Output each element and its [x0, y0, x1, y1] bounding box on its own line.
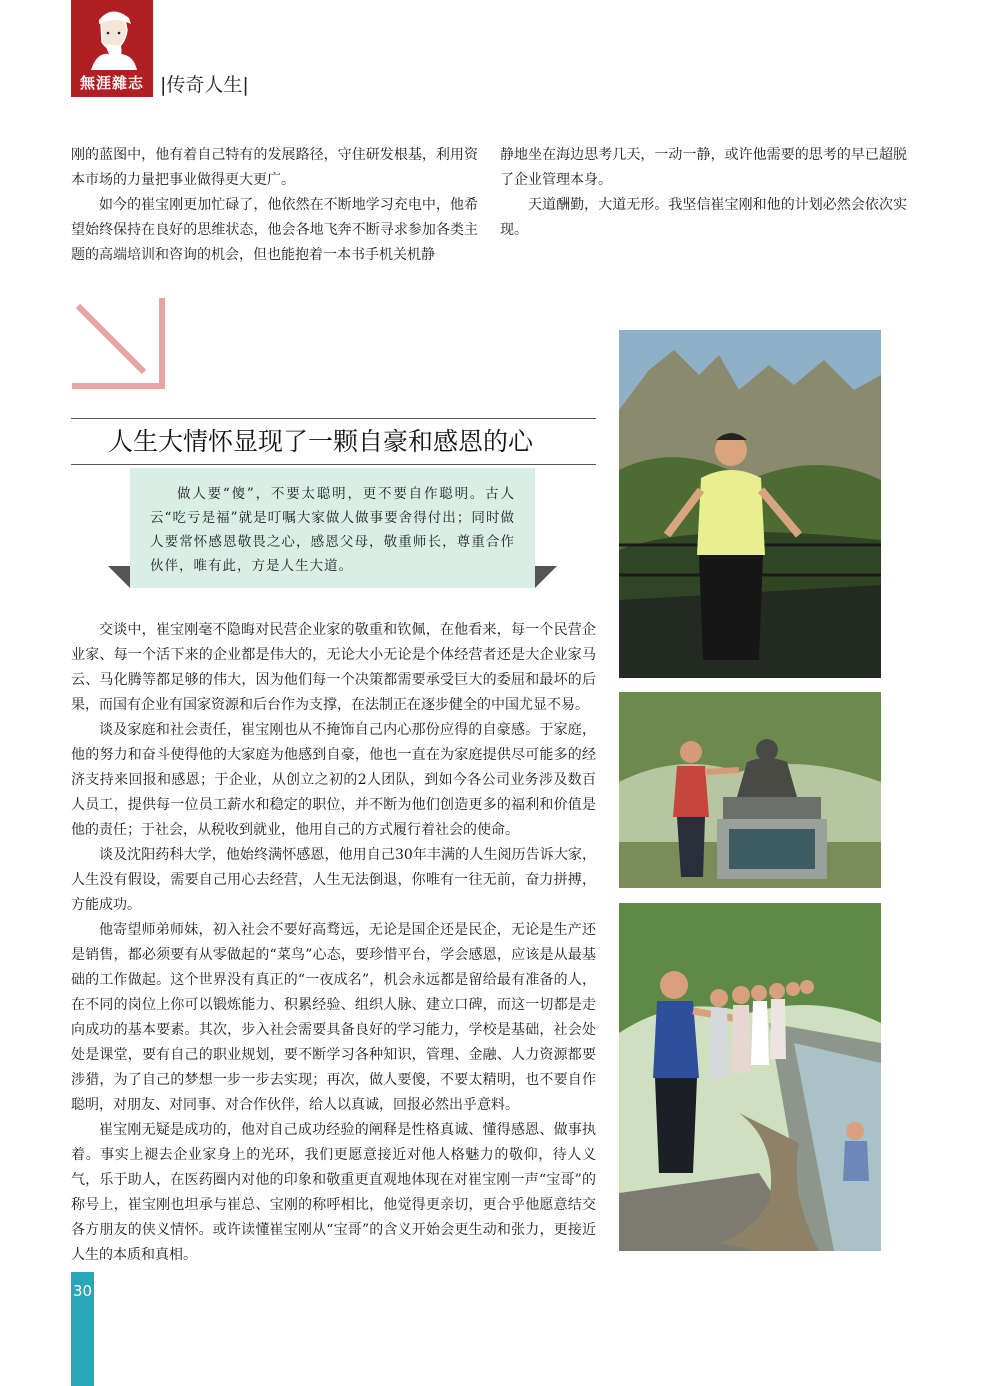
brand-logo [71, 0, 153, 70]
top-left-column [71, 143, 478, 268]
section-title: 人生大情怀显现了一颗自豪和感恩的心 [108, 427, 534, 456]
mountain-portrait-photo [619, 330, 881, 678]
quote-paragraph: 做人要“傻”，不要太聪明，更不要自作聪明。古人云“吃亏是福”就是叮嘱大家做人做事要舍得付出；同时做人要常怀感恩敬畏之心，感恩父母，敬重师长，尊重合作伙伴，唯有此，方是人生大道。 [150, 486, 515, 574]
title-divider-bottom [71, 464, 596, 465]
paragraph: 刚的蓝图中，他有着自己特有的发展路径，守住研发根基，利用资本市场的力量把事业做得更大更广。 [71, 147, 478, 188]
group-park-photo [619, 903, 881, 1251]
arrow-down-right-icon [72, 298, 168, 390]
paragraph: 谈及家庭和社会责任，崔宝刚也从不掩饰自己内心那份应得的自豪感。于家庭，他的努力和奋斗使得他的大家庭为他感到自豪，他也一直在为家庭提供尽可能多的经济支持来回报和感恩；于企业，从创立之初的2人团队，到如今各公司业务涉及数百人员工，提供每一位员工薪水和稳定的职位，并不断为他们创造更多的福利和价值是他的责任；于社会，从税收到就业，他用自己的方式履行着社会的使命。 [71, 722, 596, 838]
paragraph: 崔宝刚无疑是成功的，他对自己成功经验的阐释是性格真诚、懂得感恩、做事执着。事实上褪去企业家身上的光环，我们更愿意接近对他人格魅力的敬仰，待人义气，乐于助人，在医药圈内对他的印象和敬重更直观地体现在对崔宝刚一声“宝哥”的称号上，崔宝刚也坦承与崔总、宝刚的称呼相比，他觉得更亲切，更合乎他愿意结交各方朋友的侠义情怀。或许读懂崔宝刚从“宝哥”的含义开始会更生动和张力，更接近人生的本质和真相。 [71, 1122, 596, 1263]
corner-triangle-right-icon [535, 566, 557, 588]
scholar-portrait-icon [71, 0, 153, 70]
statue-visit-photo [619, 692, 881, 888]
page-number: 30 [73, 1282, 93, 1300]
main-column [71, 618, 596, 1268]
brand-name: 無涯雜志 [71, 70, 153, 97]
paragraph: 他寄望师弟师妹，初入社会不要好高骛远，无论是国企还是民企，无论是生产还是销售，都必须要有从零做起的“菜鸟”心态，要珍惜平台，学会感恩，应该是从最基础的工作做起。这个世界没有真正的“一夜成名”，机会永远都是留给最有准备的人，在不同的岗位上你可以锻炼能力、积累经验、组织人脉、建立口碑，而这一切都是走向成功的基本要素。其次，步入社会需要具备良好的学习能力，学校是基础，社会处处是课堂，要有自己的职业规划，要不断学习各种知识，管理、金融、人力资源都要涉猎，为了自己的梦想一步一步去实现；再次，做人要傻，不要太精明，也不要自作聪明，对朋友、对同事、对合作伙伴，给人以真诚，回报必然出乎意料。 [71, 922, 596, 1113]
section-name: |传奇人生| [160, 74, 249, 96]
paragraph: 如今的崔宝刚更加忙碌了，他依然在不断地学习充电中，他希望始终保持在良好的思维状态，他会各地飞奔不断寻求参加各类主题的高端培训和咨询的机会，但也能抱着一本书手机关机静 [71, 197, 478, 263]
quote-text [150, 482, 515, 578]
paragraph: 天道酬勤，大道无形。我坚信崔宝刚和他的计划必然会依次实现。 [500, 197, 907, 238]
paragraph: 谈及沈阳药科大学，他始终满怀感恩，他用自己30年丰满的人生阅历告诉大家，人生没有假设，需要自己用心去经营，人生无法倒退，你唯有一往无前，奋力拼搏，方能成功。 [71, 847, 596, 913]
corner-triangle-left-icon [108, 566, 130, 588]
paragraph: 交谈中，崔宝刚毫不隐晦对民营企业家的敬重和钦佩，在他看来，每一个民营企业家、每一个活下来的企业都是伟大的，无论大小无论是个体经营者还是大企业家马云、马化腾等都足够的伟大，因为他们每一个决策都需要承受巨大的委屈和最坏的后果，而国有企业有国家资源和后台作为支撑，在法制正在逐步健全的中国尤显不易。 [71, 622, 596, 713]
title-divider-top [71, 418, 596, 419]
top-right-column [500, 143, 907, 243]
paragraph: 静地坐在海边思考几天，一动一静，或许他需要的思考的早已超脱了企业管理本身。 [500, 147, 907, 188]
